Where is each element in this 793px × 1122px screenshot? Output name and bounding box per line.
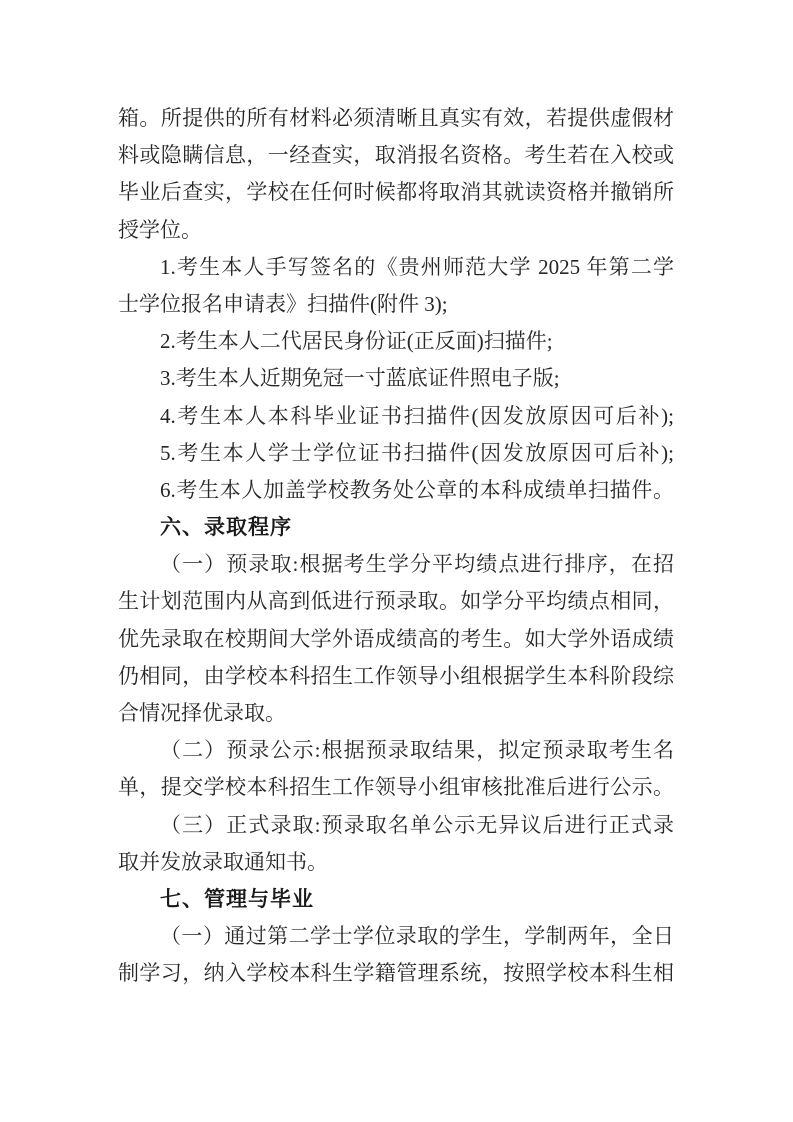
text-line: 毕业后查实，学校在任何时候都将取消其就读资格并撤销所 bbox=[118, 180, 674, 205]
text-line: 取并发放录取通知书。 bbox=[118, 849, 328, 874]
document-text-block bbox=[118, 100, 674, 993]
section-heading: 七、管理与毕业 bbox=[160, 887, 314, 911]
text-line: 5.考生本人学士学位证书扫描件(因发放原因可后补); bbox=[160, 440, 674, 465]
text-line: （二）预录公示:根据预录取结果，拟定预录取考生名 bbox=[160, 738, 674, 763]
text-line: 生计划范围内从高到低进行预录取。如学分平均绩点相同， bbox=[118, 589, 674, 614]
text-line: 料或隐瞒信息，一经查实，取消报名资格。考生若在入校或 bbox=[118, 143, 674, 168]
text-line: （三）正式录取:预录取名单公示无异议后进行正式录 bbox=[160, 812, 674, 837]
text-line: 合情况择优录取。 bbox=[118, 701, 286, 725]
text-line: 授学位。 bbox=[118, 217, 202, 242]
text-line: （一）预录取:根据考生学分平均绩点进行排序，在招 bbox=[160, 552, 674, 577]
text-line: 4.考生本人本科毕业证书扫描件(因发放原因可后补); bbox=[160, 403, 674, 428]
text-line: （一）通过第二学士学位录取的学生，学制两年，全日 bbox=[160, 924, 674, 949]
text-line: 3.考生本人近期免冠一寸蓝底证件照电子版; bbox=[160, 366, 560, 391]
text-line: 6.考生本人加盖学校教务处公章的本科成绩单扫描件。 bbox=[160, 477, 674, 502]
text-line: 箱。所提供的所有材料必须清晰且真实有效，若提供虚假材 bbox=[118, 106, 674, 130]
text-line: 2.考生本人二代居民身份证(正反面)扫描件; bbox=[160, 329, 553, 354]
text-line: 单，提交学校本科招生工作领导小组审核批准后进行公示。 bbox=[118, 775, 674, 800]
text-line: 制学习，纳入学校本科生学籍管理系统，按照学校本科生相 bbox=[118, 961, 674, 986]
text-line: 优先录取在校期间大学外语成绩高的考生。如大学外语成绩 bbox=[118, 626, 674, 651]
text-line: 仍相同，由学校本科招生工作领导小组根据学生本科阶段综 bbox=[118, 663, 674, 688]
section-heading: 六、录取程序 bbox=[160, 516, 292, 540]
text-line: 士学位报名申请表》扫描件(附件 3); bbox=[118, 291, 448, 316]
text-line: 1.考生本人手写签名的《贵州师范大学 2025 年第二学 bbox=[160, 254, 674, 279]
